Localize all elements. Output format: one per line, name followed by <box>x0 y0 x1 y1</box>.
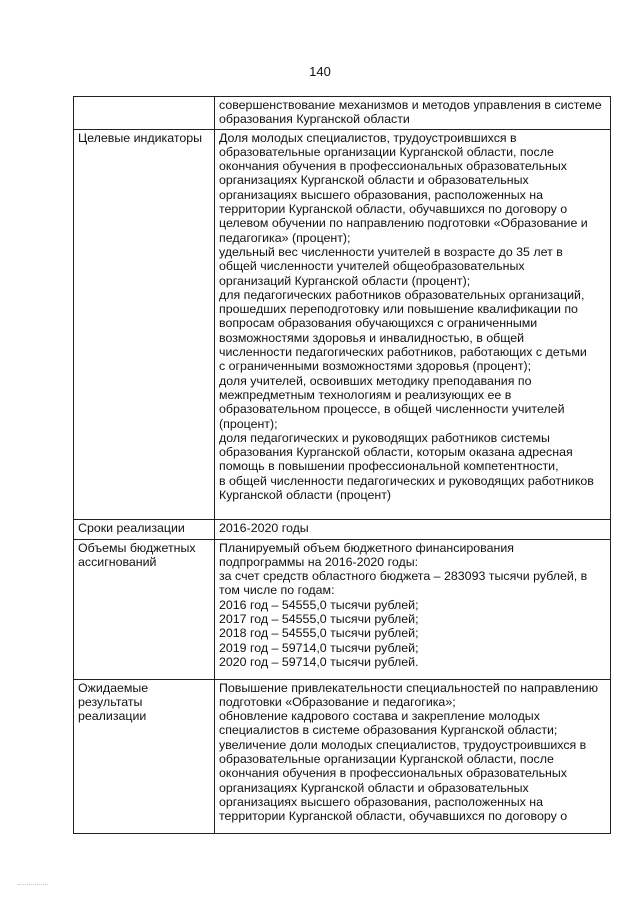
content-line: 2020 год – 59714,0 тысячи рублей. <box>219 654 419 669</box>
content-line: образовательные организации Курганской области, после <box>219 752 554 767</box>
content-line: 2019 год – 59714,0 тысячи рублей; <box>219 640 419 655</box>
row-label <box>74 679 215 833</box>
content-line: межпредметным технологиям и реализующих ее в <box>219 387 512 402</box>
content-line: образования Курганской области <box>219 112 410 127</box>
content-line: доля учителей, освоивших методику преподавания по <box>219 373 532 388</box>
content-line: организациях высшего образования, расположенных на <box>219 794 544 809</box>
content-line: 2017 год – 54555,0 тысячи рублей; <box>219 612 419 627</box>
row-content <box>215 129 611 519</box>
row-label <box>74 539 215 679</box>
content-line: территории Курганской области, обучавшихся по договору о <box>219 809 568 824</box>
content-line: за счет средств областного бюджета – 283093 тысячи рублей, в <box>219 569 588 584</box>
content-line: 2016 год – 54555,0 тысячи рублей; <box>219 597 419 612</box>
label-line: Объемы бюджетных <box>78 540 196 555</box>
content-line: организациях Курганской области и образовательных <box>219 173 529 188</box>
label-line: результаты <box>78 694 143 709</box>
page-number: 140 <box>309 64 331 79</box>
row-content <box>215 519 611 539</box>
content-line: Повышение привлекательности специальностей по направлению <box>219 680 598 695</box>
row-content <box>215 97 611 130</box>
content-line: 2016-2020 годы <box>219 520 309 535</box>
content-line: организациях высшего образования, расположенных на <box>219 187 544 202</box>
content-line: организаций Курганской области (процент); <box>219 273 471 288</box>
content-line: удельный вес численности учителей в возрасте до 35 лет в <box>219 244 563 259</box>
row-label: Сроки реализации <box>74 519 215 539</box>
content-line: вопросам образования обучающихся с ограниченными <box>219 316 538 331</box>
content-line: специалистов в системе образования Курганской области; <box>219 723 558 738</box>
content-line: Курганской области (процент) <box>219 488 392 503</box>
row-label: Целевые индикаторы <box>74 129 215 519</box>
content-line: образования Курганской области, которым оказана адресная <box>219 445 573 460</box>
content-line: подготовки «Образование и педагогика»; <box>219 694 456 709</box>
label-line: ассигнований <box>78 554 157 569</box>
content-line: подпрограммы на 2016-2020 годы: <box>219 554 419 569</box>
row-content <box>215 539 611 679</box>
content-line: обновление кадрового состава и закрепление молодых <box>219 709 540 724</box>
content-line: прошедших переподготовку или повышение квалификации по <box>219 302 578 317</box>
content-line: Планируемый объем бюджетного финансирования <box>219 540 514 555</box>
table-row-budget-allocations <box>74 539 611 679</box>
table-row-continuation <box>74 97 611 130</box>
content-line: общей численности учителей общеобразовательных <box>219 259 525 274</box>
content-line: совершенствование механизмов и методов управления в системе <box>219 98 602 112</box>
content-line: образовательные организации Курганской области, после <box>219 144 554 159</box>
content-line: увеличение доли молодых специалистов, трудоустроившихся в <box>219 737 587 752</box>
content-line: помощь в повышении профессиональной компетентности, <box>219 459 559 474</box>
content-line: целевом обучении по направлению подготовки «Образование и <box>219 216 588 231</box>
content-line: Доля молодых специалистов, трудоустроившихся в <box>219 130 517 145</box>
table-row-expected-results <box>74 679 611 833</box>
content-line: 2018 год – 54555,0 тысячи рублей; <box>219 626 419 641</box>
passport-table <box>73 96 611 834</box>
content-line: (процент); <box>219 416 278 431</box>
row-content <box>215 679 611 833</box>
content-line: численности педагогических работников, работающих с детьми <box>219 345 587 360</box>
content-line: окончания обучения в профессиональных образовательных <box>219 766 568 781</box>
content-line: возможностями здоровья и инвалидностью, в общей <box>219 330 525 345</box>
scan-artifact <box>18 884 48 889</box>
content-line: в общей численности педагогических и руководящих работников <box>219 473 594 488</box>
content-line: организациях Курганской области и образовательных <box>219 780 529 795</box>
content-line: педагогика» (процент); <box>219 230 351 245</box>
content-line: образовательном процессе, в общей численности учителей <box>219 402 565 417</box>
content-line: с ограниченными возможностями здоровья (процент); <box>219 359 532 374</box>
label-line: Ожидаемые <box>78 680 149 695</box>
content-line: доля педагогических и руководящих работников системы <box>219 430 550 445</box>
label-line: реализации <box>78 709 147 724</box>
content-line: территории Курганской области, обучавшихся по договору о <box>219 202 568 217</box>
row-label <box>74 97 215 130</box>
table-row-target-indicators <box>74 129 611 519</box>
table-row-implementation-period <box>74 519 611 539</box>
content-line: для педагогических работников образовательных организаций, <box>219 287 585 302</box>
content-line: том числе по годам: <box>219 583 335 598</box>
content-line: окончания обучения в профессиональных образовательных <box>219 159 568 174</box>
